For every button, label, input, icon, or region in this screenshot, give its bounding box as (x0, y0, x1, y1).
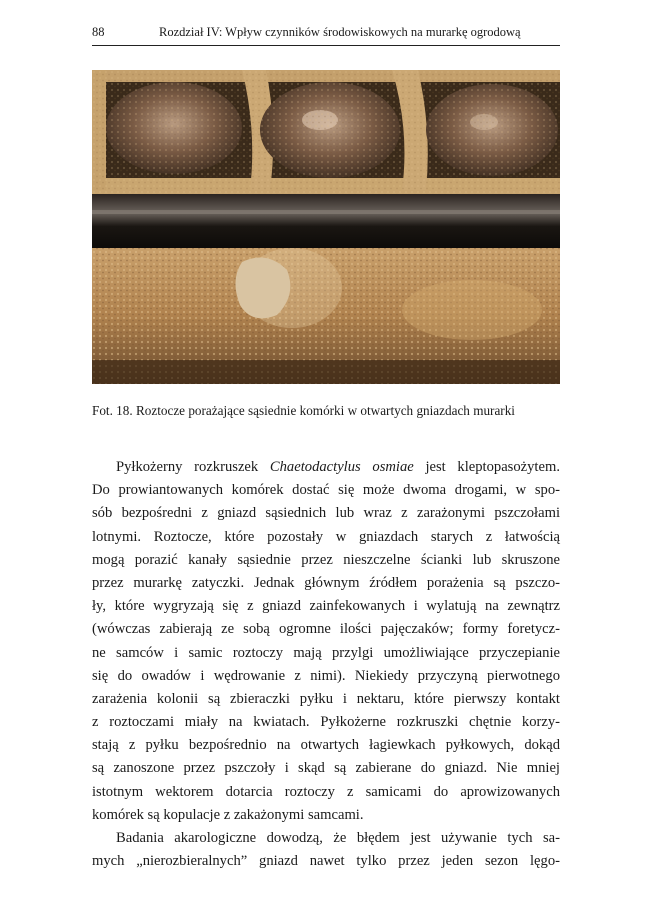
photo-mites-in-nest-cells-icon (92, 70, 560, 384)
figure-photo (92, 70, 560, 384)
body-text (92, 456, 560, 873)
text-line: ły, które wygryzają się z gniazd zainfekowanych i wylatują na zewnątrz (92, 598, 560, 615)
text-line: mych „nierozbieralnych” gniazd nawet tylko przez jeden sezon lęgo- (92, 853, 560, 870)
text-line: są zanoszone przez pszczoły i skąd są zabierane do gniazd. Nie mniej (92, 760, 560, 777)
text-line: się do owadów i wędrowanie z nimi). Niekiedy przyczyną pierwotnego (92, 667, 560, 684)
text-line: przez murarkę zatyczki. Jednak głównym źródłem porażenia są pszczo- (92, 574, 560, 591)
text-line: (wówczas zabierają ze sobą ogromne ilości pajęczaków; formy foretycz- (92, 621, 560, 638)
header-rule (92, 45, 560, 46)
text-line: istotnym wektorem dotarcia roztoczy z samicami do aprowizowanych (92, 783, 560, 800)
text-line: z roztoczami miały na kwiatach. Pyłkożerne rozkruszki chętnie korzy- (92, 714, 560, 731)
figure-caption: Fot. 18. Roztocze porażające sąsiednie komórki w otwartych gniazdach murarki (92, 403, 515, 418)
text-line: ne samców i samic roztoczy mają przylgi umożliwiające przyczepianie (92, 644, 560, 661)
page-number: 88 (92, 25, 105, 39)
text-line: Badania akarologiczne dowodzą, że błędem jest używanie tych sa- (116, 830, 560, 846)
text-line: lotnymi. Roztocze, które pozostały w gniazdach starych z łatwością (92, 528, 560, 545)
text-line: komórek są kopulacje z zakażonymi samcami. (92, 806, 364, 823)
text-line: Pyłkożerny rozkruszek Chaetodactylus osmiae jest kleptopasożytem. (116, 459, 560, 475)
chapter-title: Rozdział IV: Wpływ czynników środowiskowych na murarkę ogrodową (159, 25, 521, 39)
text-line: stają z pyłku bezpośrednio na otwartych łagiewkach pyłkowych, dokąd (92, 737, 560, 754)
text-line: Do prowiantowanych komórek dostać się może dwoma drogami, w spo- (92, 482, 560, 499)
text-line: zarażenia kolonii są zbieraczki pyłku i nektaru, które pierwszy kontakt (92, 690, 560, 707)
text-line: mogą porazić kanały sąsiednie przez nieszczelne ścianki lub skruszone (92, 551, 560, 568)
species-name: Chaetodactylus osmiae (269, 459, 414, 475)
text-line: sób bezpośredni z gniazd sąsiednich lub wraz z zarażonymi pszczołami (92, 505, 560, 522)
